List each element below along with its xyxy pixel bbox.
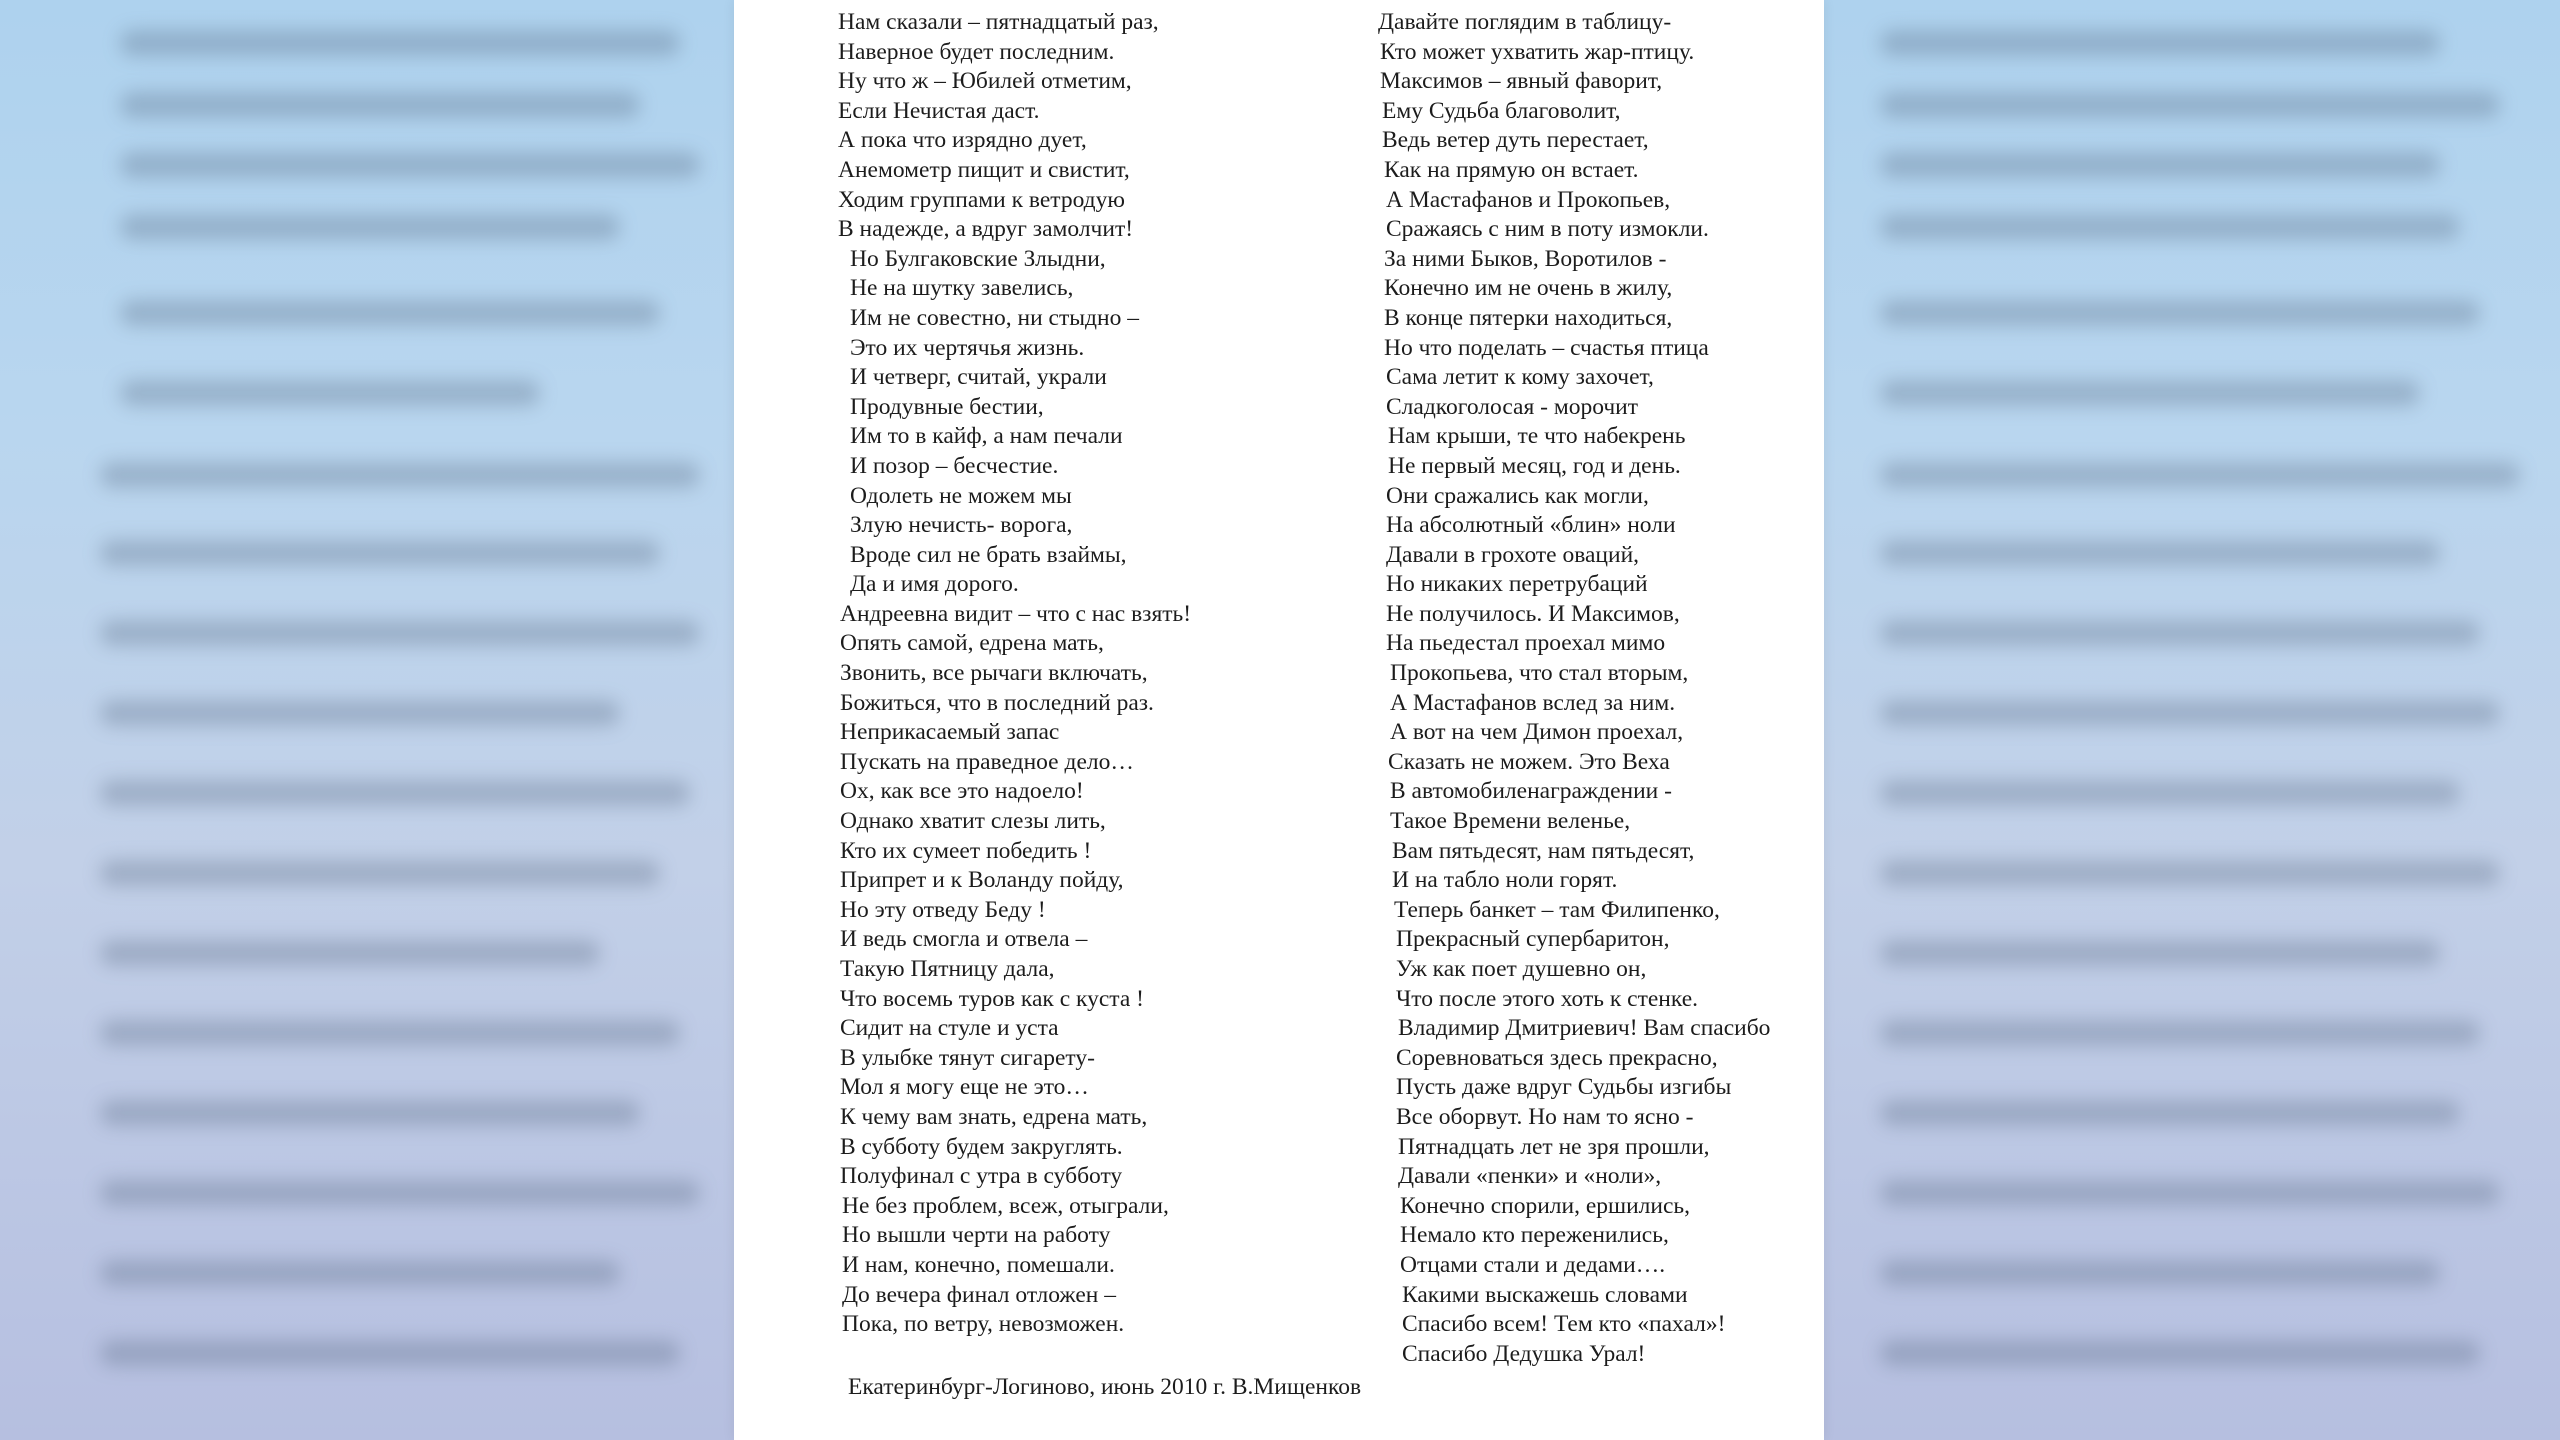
blurred-text-line: [1880, 300, 2480, 326]
poem-line: Они сражались как могли,: [1386, 482, 1649, 509]
blurred-text-line: [1880, 152, 2440, 178]
poem-line: Владимир Дмитриевич! Вам спасибо: [1398, 1015, 1771, 1042]
poem-line: И позор – бесчестие.: [850, 452, 1059, 479]
poem-line: Злую нечисть- ворога,: [850, 512, 1073, 539]
poem-line: Однако хватит слезы лить,: [840, 808, 1106, 835]
poem-line: Нам крыши, те что набекрень: [1388, 423, 1686, 450]
poem-line: В улыбке тянут сигарету-: [840, 1044, 1095, 1071]
poem-line: Нам сказали – пятнадцатый раз,: [838, 9, 1159, 35]
poem-line: И ведь смогла и отвела –: [840, 926, 1088, 953]
blurred-text-line: [1880, 380, 2420, 406]
poem-line: Давали «пенки» и «ноли»,: [1398, 1163, 1662, 1190]
poem-line: Пусть даже вдруг Судьбы изгибы: [1396, 1074, 1732, 1101]
poem-line: Но вышли черти на работу: [842, 1222, 1111, 1249]
poem-line: Но Булгаковские Злыдни,: [850, 245, 1106, 272]
poem-line: Какими выскажешь словами: [1402, 1281, 1688, 1308]
poem-line: Максимов – явный фаворит,: [1380, 68, 1663, 95]
poem-line: Припрет и к Воланду пойду,: [840, 867, 1124, 894]
poem-line: Ну что ж – Юбилей отметим,: [838, 68, 1132, 95]
blurred-text-line: [100, 860, 660, 886]
poem-line: Ему Судьба благоволит,: [1382, 97, 1621, 124]
blurred-text-line: [120, 380, 540, 406]
blurred-text-line: [1880, 1340, 2480, 1366]
poem-left-column: [838, 8, 1191, 1340]
poem-line: Опять самой, едрена мать,: [840, 630, 1104, 657]
poem-line: Сидит на стуле и уста: [840, 1015, 1059, 1042]
poem-line: Соревноваться здесь прекрасно,: [1396, 1044, 1718, 1071]
blurred-text-line: [120, 92, 640, 118]
document-page: [734, 0, 1824, 1440]
poem-line: На абсолютный «блин» ноли: [1386, 512, 1676, 539]
blurred-text-line: [100, 1020, 680, 1046]
poem-line: Теперь банкет – там Филипенко,: [1394, 896, 1720, 923]
poem-line: Что восемь туров как с куста !: [840, 985, 1144, 1012]
poem-line: Конечно им не очень в жилу,: [1384, 275, 1673, 302]
poem-line: Такое Времени веленье,: [1390, 808, 1631, 835]
poem-line: Не первый месяц, год и день.: [1388, 452, 1681, 479]
poem-right-column: [1378, 8, 1770, 1369]
signature-line: Екатеринбург-Логиново, июнь 2010 г. В.Мищенков: [848, 1374, 1362, 1400]
blurred-text-line: [1880, 620, 2480, 646]
blurred-text-line: [100, 1180, 700, 1206]
poem-line: Если Нечистая даст.: [838, 97, 1040, 124]
poem-line: Им не совестно, ни стыдно –: [850, 304, 1139, 331]
blurred-text-line: [1880, 462, 2520, 488]
blurred-text-line: [100, 940, 600, 966]
poem-line: Но что поделать – счастья птица: [1384, 334, 1709, 361]
blurred-text-line: [100, 620, 700, 646]
poem-line: Сказать не можем. Это Веха: [1388, 748, 1670, 775]
poem-line: Немало кто переженились,: [1400, 1222, 1669, 1249]
poem-line: К чему вам знать, едрена мать,: [840, 1103, 1148, 1130]
poem-line: Все оборвут. Но нам то ясно -: [1396, 1103, 1694, 1130]
blurred-text-line: [120, 152, 700, 178]
blurred-text-line: [1880, 1020, 2480, 1046]
poem-line: В надежде, а вдруг замолчит!: [838, 216, 1134, 243]
blurred-text-line: [100, 1340, 680, 1366]
blurred-text-line: [120, 300, 660, 326]
poem-line: Им то в кайф, а нам печали: [850, 423, 1123, 450]
blurred-text-line: [1880, 1100, 2460, 1126]
poem-line: И на табло ноли горят.: [1392, 867, 1618, 894]
poem-line: Пока, по ветру, невозможен.: [842, 1311, 1125, 1338]
poem-line: Наверное будет последним.: [838, 38, 1115, 65]
poem-line: Такую Пятницу дала,: [840, 956, 1055, 982]
poem-line: На пьедестал проехал мимо: [1386, 630, 1666, 657]
blurred-text-line: [100, 780, 690, 806]
poem-line: А Мастафанов и Прокопьев,: [1386, 186, 1671, 213]
blurred-text-line: [1880, 92, 2500, 118]
poem-line: И нам, конечно, помешали.: [842, 1251, 1115, 1278]
blurred-text-line: [120, 30, 680, 56]
blurred-text-line: [120, 214, 620, 240]
poem-line: Давайте поглядим в таблицу-: [1378, 9, 1672, 35]
poem-line: Божиться, что в последний раз.: [840, 689, 1154, 716]
poem-line: А пока что изрядно дует,: [838, 127, 1087, 154]
poem-line: Мол я могу еще не это…: [840, 1074, 1089, 1101]
poem-line: Отцами стали и дедами….: [1400, 1251, 1666, 1278]
poem-line: Но эту отведу Беду !: [840, 896, 1046, 923]
poem-line: Что после этого хоть к стенке.: [1396, 985, 1699, 1012]
poem-line: Но никаких перетрубаций: [1386, 571, 1648, 598]
poem-line: Прокопьева, что стал вторым,: [1390, 660, 1689, 687]
poem-line: Конечно спорили, ершились,: [1400, 1192, 1691, 1219]
poem-line: Не на шутку завелись,: [850, 275, 1074, 302]
blurred-text-line: [1880, 540, 2440, 566]
blurred-text-line: [100, 700, 620, 726]
poem-line: Спасибо всем! Тем кто «пахал»!: [1402, 1311, 1726, 1338]
blurred-text-line: [1880, 1260, 2440, 1286]
poem-line: Давали в грохоте оваций,: [1386, 541, 1640, 568]
blurred-text-line: [1880, 860, 2500, 886]
blurred-text-line: [1880, 780, 2460, 806]
poem-line: Сражаясь с ним в поту измокли.: [1386, 216, 1709, 243]
blurred-text-line: [1880, 30, 2440, 56]
poem-line: Прекрасный супербаритон,: [1396, 926, 1670, 953]
poem-line: Это их чертячья жизнь.: [850, 334, 1085, 361]
blurred-text-line: [100, 462, 700, 488]
poem-line: Сама летит к кому захочет,: [1386, 364, 1654, 391]
poem-line: В автомобиленаграждении -: [1390, 778, 1672, 805]
poem-line: А Мастафанов вслед за ним.: [1390, 689, 1676, 716]
poem-line: Вроде сил не брать взаймы,: [850, 541, 1127, 568]
blurred-text-line: [100, 1100, 640, 1126]
poem-line: И четверг, считай, украли: [850, 364, 1107, 391]
poem-line: Звонить, все рычаги включать,: [840, 660, 1148, 687]
poem-line: Анемометр пищит и свистит,: [838, 156, 1130, 183]
poem-line: Андреевна видит – что с нас взять!: [840, 600, 1192, 627]
poem-line: Полуфинал с утра в субботу: [840, 1163, 1123, 1190]
poem-line: Ох, как все это надоело!: [840, 778, 1084, 805]
blurred-text-line: [1880, 700, 2500, 726]
poem-line: Кто может ухватить жар-птицу.: [1380, 38, 1695, 65]
poem-line: Продувные бестии,: [850, 393, 1044, 420]
poem-line: Кто их сумеет победить !: [840, 837, 1092, 864]
blurred-text-line: [1880, 1180, 2500, 1206]
poem-line: В конце пятерки находиться,: [1384, 304, 1673, 331]
poem-line: За ними Быков, Воротилов -: [1384, 245, 1667, 272]
poem-line: Сладкоголосая - морочит: [1386, 393, 1639, 420]
poem-line: Ведь ветер дуть перестает,: [1382, 127, 1649, 154]
blurred-text-line: [1880, 214, 2460, 240]
poem-line: Ходим группами к ветродую: [838, 186, 1125, 213]
poem-line: Не без проблем, всеж, отыграли,: [842, 1192, 1169, 1219]
poem-line: Как на прямую он встает.: [1384, 156, 1639, 183]
blurred-text-line: [100, 540, 660, 566]
poem-line: Не получилось. И Максимов,: [1386, 600, 1680, 627]
poem-line: Пятнадцать лет не зря прошли,: [1398, 1133, 1710, 1160]
poem-line: Пускать на праведное дело…: [840, 748, 1134, 775]
poem-line: Уж как поет душевно он,: [1396, 956, 1647, 982]
poem-line: Вам пятьдесят, нам пятьдесят,: [1392, 837, 1695, 864]
poem-line: Да и имя дорого.: [850, 571, 1019, 598]
poem-line: Неприкасаемый запас: [840, 719, 1060, 746]
poem-line: До вечера финал отложен –: [842, 1281, 1116, 1308]
poem-line: А вот на чем Димон проехал,: [1390, 719, 1684, 746]
poem-line: Одолеть не можем мы: [850, 482, 1072, 509]
blurred-text-line: [1880, 940, 2440, 966]
poem-line: Спасибо Дедушка Урал!: [1402, 1340, 1646, 1367]
poem-line: В субботу будем закруглять.: [840, 1133, 1123, 1160]
blurred-text-line: [100, 1260, 620, 1286]
